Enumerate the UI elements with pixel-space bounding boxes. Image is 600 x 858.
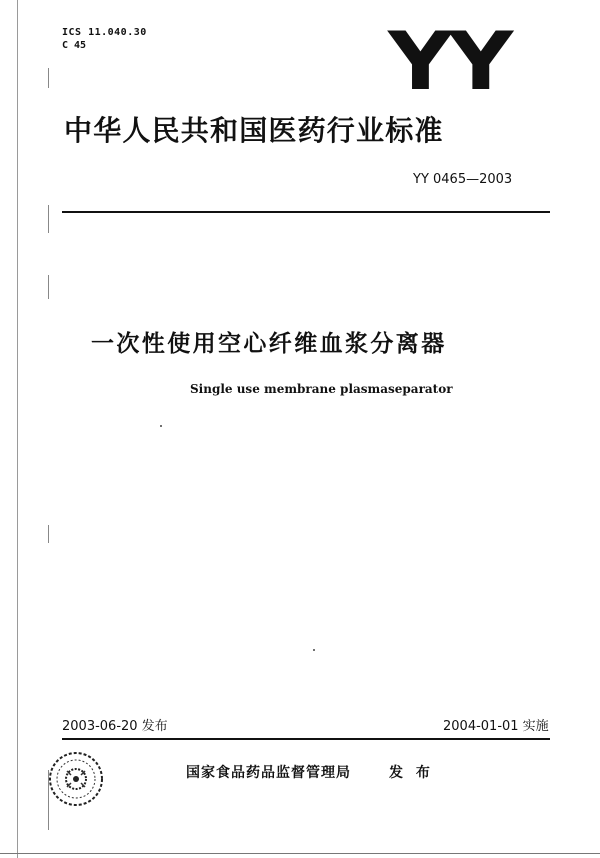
scan-artifact (48, 68, 49, 88)
implementation-date: 2004-01-01 实施 (443, 719, 549, 734)
issue-label: 发 布 (389, 765, 434, 781)
yy-logo: YY (388, 15, 509, 108)
issuing-authority: 国家食品药品监督管理局 (186, 765, 351, 781)
page-bottom-edge (0, 853, 600, 854)
scan-left-edge (17, 0, 18, 858)
scan-artifact (48, 205, 49, 233)
footer-divider (62, 738, 550, 740)
official-seal-icon (47, 750, 105, 808)
document-title-chinese: 一次性使用空心纤维血浆分离器 (91, 331, 447, 357)
scan-artifact (48, 525, 49, 543)
document-title-english: Single use membrane plasmaseparator (190, 382, 453, 396)
scan-artifact (48, 275, 49, 299)
standard-title: 中华人民共和国医药行业标准 (64, 114, 444, 147)
standard-number: YY 0465—2003 (413, 172, 513, 187)
classification-code: C 45 (62, 40, 87, 51)
header-divider (62, 211, 550, 213)
scan-speck (160, 425, 162, 427)
scan-speck (313, 649, 315, 651)
ics-code: ICS 11.040.30 (62, 27, 147, 38)
issue-date: 2003-06-20 发布 (62, 719, 168, 734)
